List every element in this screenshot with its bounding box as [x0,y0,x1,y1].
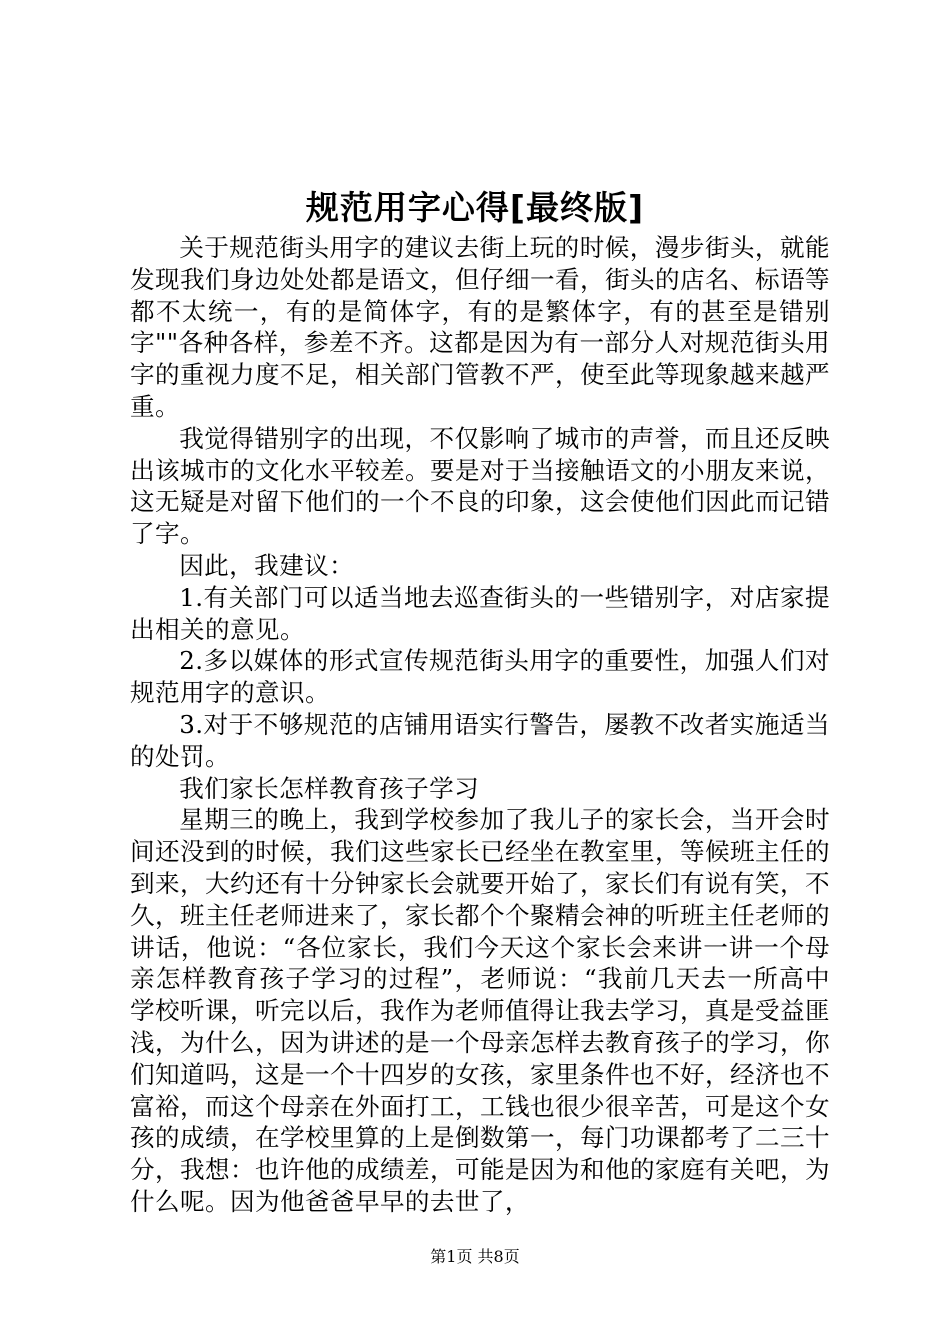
document-body [130,232,830,1218]
list-item: 3.对于不够规范的店铺用语实行警告，屡教不改者实施适当的处罚。 [130,709,830,771]
page-footer: 第1页 共8页 [430,1247,520,1266]
paragraph: 星期三的晚上，我到学校参加了我儿子的家长会，当开会时间还没到的时候，我们这些家长已经坐在教室里，等候班主任的到来，大约还有十分钟家长会就要开始了，家长们有说有笑，不久，班主任老师进来了，家长都个个聚精会神的听班主任老师的讲话，他说：“各位家长，我们今天这个家长会来讲一讲一个母亲怎样教育孩子学习的过程”，老师说：“我前几天去一所高中学校听课，听完以后，我作为老师值得让我去学习，真是受益匪浅，为什么，因为讲述的是一个母亲怎样去教育孩子的学习，你们知道吗，这是一个十四岁的女孩，家里条件也不好，经济也不富裕，而这个母亲在外面打工，工钱也很少很辛苦，可是这个女孩的成绩，在学校里算的上是倒数第一，每门功课都考了二三十分，我想：也许他的成绩差，可能是因为和他的家庭有关吧，为什么呢。因为他爸爸早早的去世了， [130,805,830,1216]
paragraph: 关于规范街头用字的建议去街上玩的时候，漫步街头，就能发现我们身边处处都是语文，但仔细一看，街头的店名、标语等都不太统一，有的是简体字，有的是繁体字，有的甚至是错别字""各种各样，参差不齐。这都是因为有一部分人对规范街头用字的重视力度不足，相关部门管教不严，使至此等现象越来越严重。 [130,233,830,421]
paragraph: 因此，我建议： [179,550,355,580]
paragraph: 我觉得错别字的出现，不仅影响了城市的声誉，而且还反映出该城市的文化水平较差。要是对于当接触语文的小朋友来说，这无疑是对留下他们的一个不良的印象，这会使他们因此而记错了字。 [130,423,830,549]
list-item: 1.有关部门可以适当地去巡查街头的一些错别字，对店家提出相关的意见。 [130,582,830,644]
section-heading: 我们家长怎样教育孩子学习 [179,773,480,803]
list-item: 2.多以媒体的形式宣传规范街头用字的重要性，加强人们对规范用字的意识。 [130,646,830,708]
document-title: 规范用字心得[最终版] [305,188,645,227]
